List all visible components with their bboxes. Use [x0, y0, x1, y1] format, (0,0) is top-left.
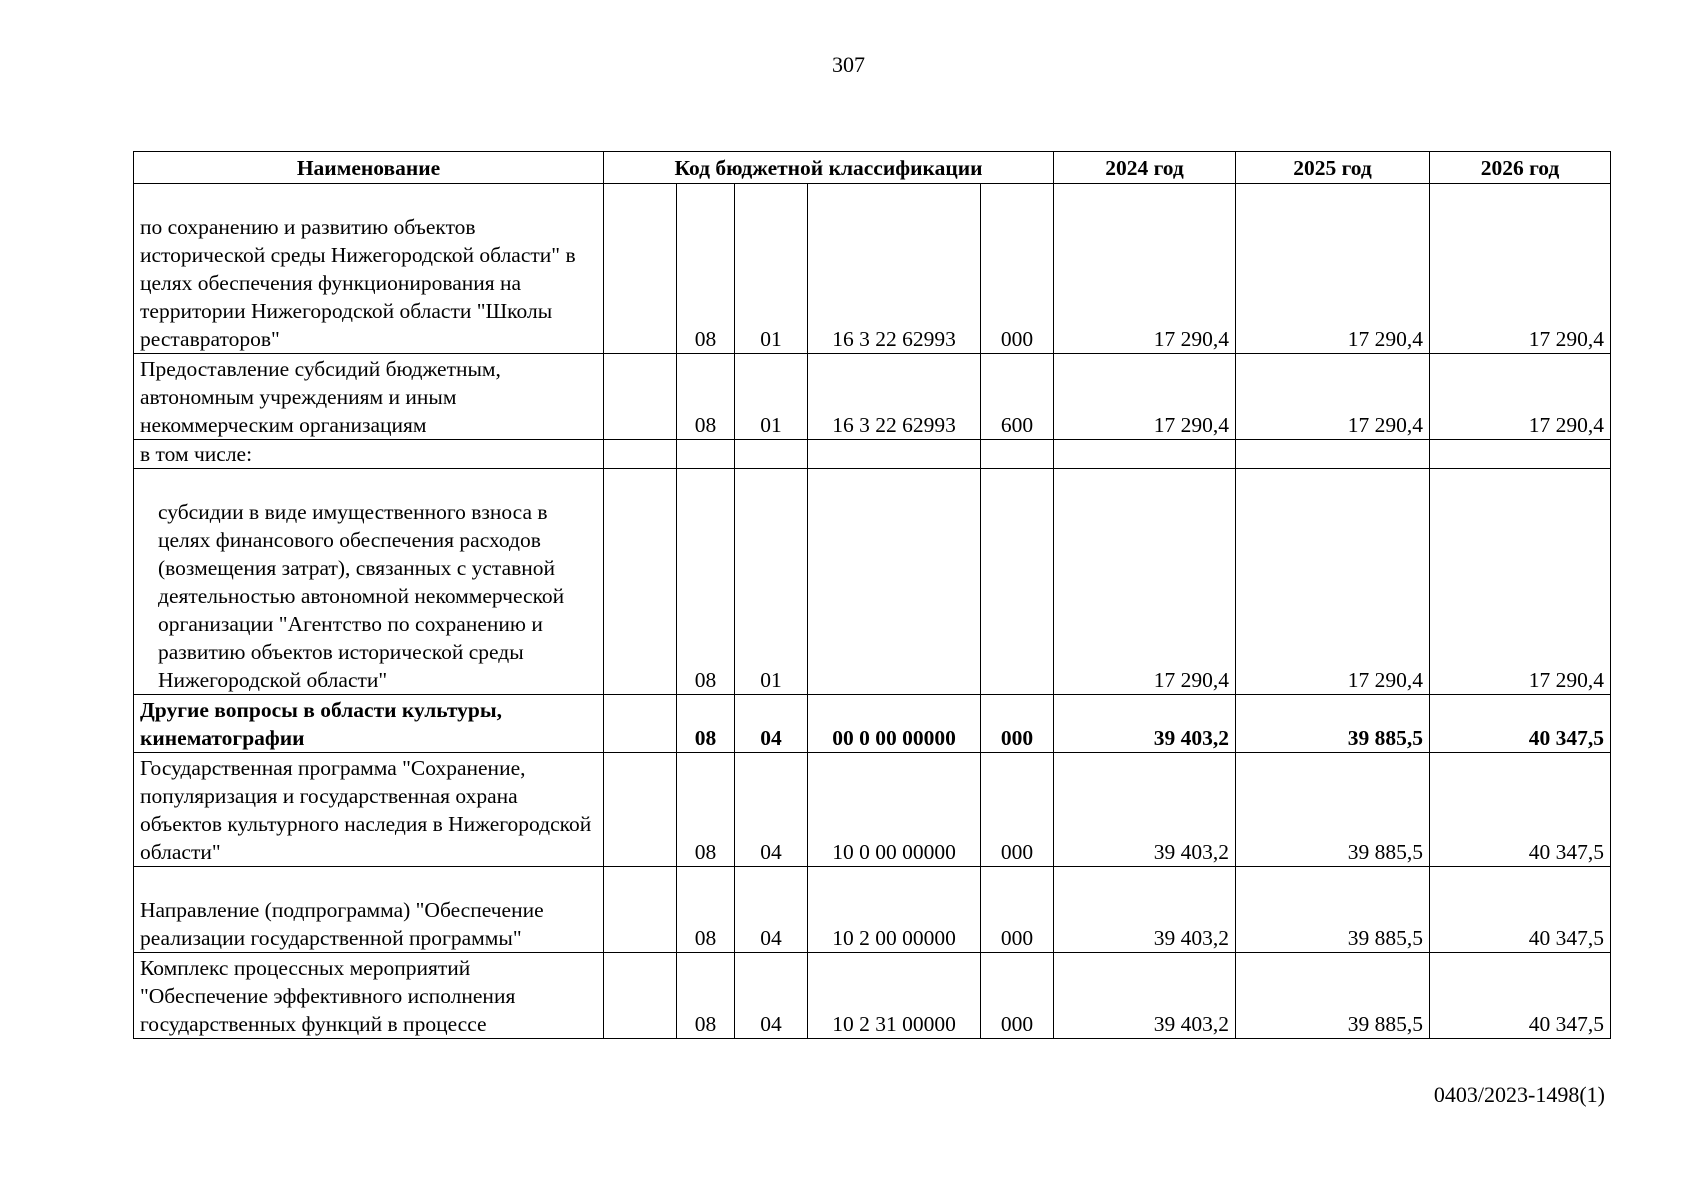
code-subsection: 04 — [735, 867, 808, 953]
table-row — [134, 469, 1611, 695]
spacer-cell — [604, 440, 677, 469]
spacer-cell — [604, 184, 677, 354]
code-section: 08 — [677, 867, 735, 953]
table-row — [134, 753, 1611, 867]
code-target: 16 3 22 62993 — [808, 184, 981, 354]
code-subsection: 04 — [735, 695, 808, 753]
row-name: Комплекс процессных мероприятий "Обеспечение эффективного исполнения государственных функций в процессе — [134, 953, 604, 1039]
table-row — [134, 953, 1611, 1039]
code-subsection: 01 — [735, 469, 808, 695]
code-target — [808, 440, 981, 469]
value-2024: 39 403,2 — [1054, 695, 1236, 753]
value-2024: 39 403,2 — [1054, 753, 1236, 867]
code-subsection: 04 — [735, 753, 808, 867]
code-section: 08 — [677, 953, 735, 1039]
code-expense-type: 000 — [981, 867, 1054, 953]
code-section: 08 — [677, 469, 735, 695]
value-2025: 17 290,4 — [1236, 354, 1430, 440]
table-row — [134, 184, 1611, 354]
code-target: 10 2 31 00000 — [808, 953, 981, 1039]
value-2025: 39 885,5 — [1236, 867, 1430, 953]
table-header-row — [134, 152, 1611, 184]
code-section: 08 — [677, 695, 735, 753]
value-2025: 17 290,4 — [1236, 184, 1430, 354]
value-2026 — [1430, 440, 1611, 469]
code-section — [677, 440, 735, 469]
row-name: в том числе: — [134, 440, 604, 469]
table-row — [134, 354, 1611, 440]
code-expense-type: 000 — [981, 753, 1054, 867]
page-number: 307 — [832, 52, 865, 77]
value-2024: 17 290,4 — [1054, 469, 1236, 695]
value-2025: 39 885,5 — [1236, 695, 1430, 753]
value-2024: 39 403,2 — [1054, 867, 1236, 953]
spacer-cell — [604, 354, 677, 440]
value-2026: 17 290,4 — [1430, 354, 1611, 440]
row-name: Направление (подпрограмма) "Обеспечение реализации государственной программы" — [134, 867, 604, 953]
table-row — [134, 867, 1611, 953]
spacer-cell — [604, 469, 677, 695]
budget-table — [133, 151, 1611, 1039]
value-2026: 40 347,5 — [1430, 953, 1611, 1039]
code-subsection — [735, 440, 808, 469]
value-2026: 40 347,5 — [1430, 753, 1611, 867]
value-2026: 17 290,4 — [1430, 184, 1611, 354]
row-name: по сохранению и развитию объектов исторической среды Нижегородской области" в целях обеспечения функционирования на территории Нижегородской области "Школы реставраторов" — [134, 184, 604, 354]
value-2024: 17 290,4 — [1054, 184, 1236, 354]
header-2024: 2024 год — [1054, 152, 1236, 184]
code-target: 10 0 00 00000 — [808, 753, 981, 867]
value-2026: 40 347,5 — [1430, 867, 1611, 953]
spacer-cell — [604, 867, 677, 953]
row-name-text: субсидии в виде имущественного взноса в целях финансового обеспечения расходов (возмещения затрат), связанных с уставной деятельностью автономной некоммерческой организации "Агентство по сохранению и развитию объектов исторической среды Нижегородской области" — [158, 500, 565, 692]
header-name: Наименование — [134, 152, 604, 184]
table-row-section-total — [134, 695, 1611, 753]
value-2024: 39 403,2 — [1054, 953, 1236, 1039]
value-2025: 17 290,4 — [1236, 469, 1430, 695]
spacer-cell — [604, 695, 677, 753]
spacer-cell — [604, 953, 677, 1039]
code-expense-type: 000 — [981, 695, 1054, 753]
code-expense-type: 000 — [981, 953, 1054, 1039]
code-section: 08 — [677, 753, 735, 867]
code-subsection: 01 — [735, 184, 808, 354]
code-expense-type — [981, 440, 1054, 469]
document-code: 0403/2023-1498(1) — [1433, 1082, 1605, 1107]
value-2024 — [1054, 440, 1236, 469]
value-2025: 39 885,5 — [1236, 753, 1430, 867]
value-2026: 17 290,4 — [1430, 469, 1611, 695]
code-target: 16 3 22 62993 — [808, 354, 981, 440]
row-name: Другие вопросы в области культуры, кинематографии — [134, 695, 604, 753]
row-name — [134, 469, 604, 695]
header-2025: 2025 год — [1236, 152, 1430, 184]
table-row — [134, 440, 1611, 469]
code-subsection: 04 — [735, 953, 808, 1039]
spacer-cell — [604, 753, 677, 867]
code-section: 08 — [677, 354, 735, 440]
code-section: 08 — [677, 184, 735, 354]
code-expense-type — [981, 469, 1054, 695]
code-target — [808, 469, 981, 695]
code-expense-type: 000 — [981, 184, 1054, 354]
code-target: 00 0 00 00000 — [808, 695, 981, 753]
row-name: Предоставление субсидий бюджетным, автономным учреждениям и иным некоммерческим организациям — [134, 354, 604, 440]
value-2025: 39 885,5 — [1236, 953, 1430, 1039]
value-2025 — [1236, 440, 1430, 469]
code-target: 10 2 00 00000 — [808, 867, 981, 953]
value-2026: 40 347,5 — [1430, 695, 1611, 753]
code-subsection: 01 — [735, 354, 808, 440]
code-expense-type: 600 — [981, 354, 1054, 440]
header-code: Код бюджетной классификации — [604, 152, 1054, 184]
value-2024: 17 290,4 — [1054, 354, 1236, 440]
row-name: Государственная программа "Сохранение, популяризация и государственная охрана объектов культурного наследия в Нижегородской области" — [134, 753, 604, 867]
header-2026: 2026 год — [1430, 152, 1611, 184]
